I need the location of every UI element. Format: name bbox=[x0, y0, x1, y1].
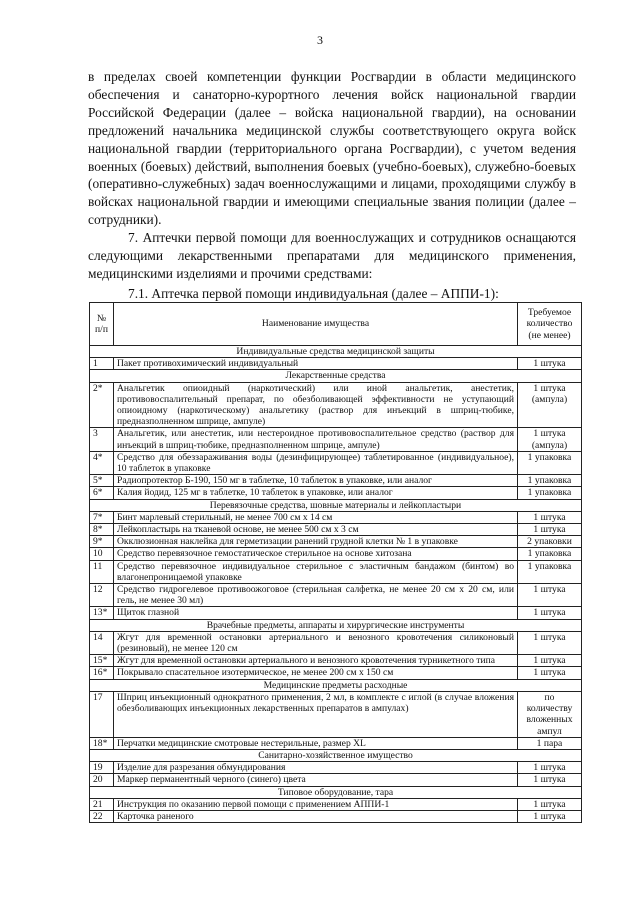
table-row bbox=[90, 798, 582, 810]
item-number: 15* bbox=[90, 655, 114, 667]
item-number: 9* bbox=[90, 536, 114, 548]
section-row bbox=[90, 346, 582, 358]
item-number: 6* bbox=[90, 487, 114, 499]
table-row bbox=[90, 655, 582, 667]
table-row bbox=[90, 810, 582, 822]
item-name: Бинт марлевый стерильный, не менее 700 см х 14 см bbox=[114, 511, 518, 523]
item-number: 14 bbox=[90, 631, 114, 654]
item-quantity: 1 штука bbox=[518, 358, 582, 370]
section-row bbox=[90, 370, 582, 382]
table-row bbox=[90, 560, 582, 583]
item-number: 2* bbox=[90, 382, 114, 428]
table-row bbox=[90, 475, 582, 487]
item-number: 7* bbox=[90, 511, 114, 523]
item-quantity: 1 штука (ампула) bbox=[518, 382, 582, 428]
item-quantity: 1 штука bbox=[518, 774, 582, 786]
item-name: Карточка раненого bbox=[114, 810, 518, 822]
section-row bbox=[90, 499, 582, 511]
item-number: 11 bbox=[90, 560, 114, 583]
item-quantity: 1 штука bbox=[518, 667, 582, 679]
item-number: 4* bbox=[90, 451, 114, 474]
table-row bbox=[90, 536, 582, 548]
table-row bbox=[90, 667, 582, 679]
item-name: Жгут для временной остановки артериального и венозного кровотечения силиконовый (резиновый), не менее 120 см bbox=[114, 631, 518, 654]
item-quantity: 1 упаковка bbox=[518, 548, 582, 560]
item-quantity: 1 штука bbox=[518, 655, 582, 667]
item-number: 5* bbox=[90, 475, 114, 487]
item-name: Покрывало спасательное изотермическое, не менее 200 см х 150 см bbox=[114, 667, 518, 679]
section-title: Врачебные предметы, аппараты и хирургические инструменты bbox=[90, 619, 582, 631]
section-title: Медицинские предметы расходные bbox=[90, 679, 582, 691]
item-quantity: 1 пара bbox=[518, 737, 582, 749]
item-name: Щиток глазной bbox=[114, 607, 518, 619]
item-quantity: 1 штука bbox=[518, 524, 582, 536]
paragraph-continuation: в пределах своей компетенции функции Росгвардии в области медицинского обеспечения и санаторно-курортного лечения войск национальной гвардии Российской Федерации (далее – войска национальной гвардии), на основании предложений начальника медицинской службы соответствующего округа войск национальной гвардии (территориального органа Росгвардии), с учетом ведения военных (боевых) действий, выполнения боевых (учебно-боевых), служебно-боевых (оперативно-служебных) задач военнослужащими и лицами, проходящими службу в войсках национальной гвардии и имеющими специальные звания полиции (далее – сотрудники). bbox=[88, 69, 576, 228]
item-quantity: 1 штука bbox=[518, 607, 582, 619]
item-name: Анальгетик опиоидный (наркотический) или иной анальгетик, анестетик, противовоспалительный препарат, по обезболивающей эффективности не уступающий опиоидному (наркотическому) анальгетику (раствор для инъекций в шприц-тюбике, предназполненном шприце, ампуле) bbox=[114, 382, 518, 428]
table-row bbox=[90, 607, 582, 619]
table-row bbox=[90, 631, 582, 654]
item-number: 1 bbox=[90, 358, 114, 370]
section-row bbox=[90, 619, 582, 631]
item-quantity: 1 штука bbox=[518, 631, 582, 654]
header-qty: Требуемое количество (не менее) bbox=[518, 303, 582, 346]
section-title: Индивидуальные средства медицинской защиты bbox=[90, 346, 582, 358]
table-row bbox=[90, 487, 582, 499]
table-row bbox=[90, 382, 582, 428]
item-quantity: 1 упаковка bbox=[518, 451, 582, 474]
table-row bbox=[90, 774, 582, 786]
table-row bbox=[90, 524, 582, 536]
item-number: 3 bbox=[90, 428, 114, 451]
section-title: Лекарственные средства bbox=[90, 370, 582, 382]
item-number: 12 bbox=[90, 584, 114, 607]
item-quantity: 1 штука bbox=[518, 511, 582, 523]
item-number: 22 bbox=[90, 810, 114, 822]
header-num: № п/п bbox=[90, 303, 114, 346]
item-quantity: 2 упаковки bbox=[518, 536, 582, 548]
item-name: Пакет противохимический индивидуальный bbox=[114, 358, 518, 370]
table-row bbox=[90, 428, 582, 451]
table-body bbox=[90, 346, 582, 823]
item-number: 18* bbox=[90, 737, 114, 749]
table-header-row bbox=[90, 303, 582, 346]
table-row bbox=[90, 737, 582, 749]
item-name: Жгут для временной остановки артериального и венозного кровотечения турникетного типа bbox=[114, 655, 518, 667]
item-quantity: 1 штука bbox=[518, 798, 582, 810]
item-number: 16* bbox=[90, 667, 114, 679]
item-quantity: 1 упаковка bbox=[518, 475, 582, 487]
section-title: Санитарно-хозяйственное имущество bbox=[90, 749, 582, 761]
item-name: Изделие для разрезания обмундирования bbox=[114, 762, 518, 774]
item-name: Средство для обеззараживания воды (дезинфицирующее) таблетированное (индивидуальное), 10 таблеток в упаковке bbox=[114, 451, 518, 474]
section-row bbox=[90, 749, 582, 761]
item-number: 8* bbox=[90, 524, 114, 536]
item-quantity: 1 штука bbox=[518, 762, 582, 774]
item-number: 10 bbox=[90, 548, 114, 560]
header-name: Наименование имущества bbox=[114, 303, 518, 346]
section-title: Типовое оборудование, тара bbox=[90, 786, 582, 798]
equipment-table bbox=[89, 302, 582, 823]
paragraph-item-7-1: 7.1. Аптечка первой помощи индивидуальная (далее – АППИ-1): bbox=[128, 285, 499, 301]
item-name: Средство гидрогелевое противоожоговое (стерильная салфетка, не менее 20 см х 20 см, или гель, не менее 30 мл) bbox=[114, 584, 518, 607]
table-row bbox=[90, 762, 582, 774]
item-name: Радиопротектор Б-190, 150 мг в таблетке, 10 таблеток в упаковке, или аналог bbox=[114, 475, 518, 487]
item-name: Анальгетик, или анестетик, или нестероидное противовоспалительное средство (раствор для инъекций в шприц-тюбике, предназполненном шприце, ампуле) bbox=[114, 428, 518, 451]
body-text bbox=[88, 68, 576, 303]
item-quantity: 1 штука bbox=[518, 584, 582, 607]
item-name: Средство перевязочное гемостатическое стерильное на основе хитозана bbox=[114, 548, 518, 560]
item-number: 19 bbox=[90, 762, 114, 774]
section-title: Перевязочные средства, шовные материалы и лейкопластыри bbox=[90, 499, 582, 511]
item-name: Шприц инъекционный однократного применения, 2 мл, в комплекте с иглой (в случае вложения обезболивающих инъекционных лекарственных препаратов в ампулах) bbox=[114, 691, 518, 737]
item-name: Лейкопластырь на тканевой основе, не менее 500 см х 3 см bbox=[114, 524, 518, 536]
section-row bbox=[90, 786, 582, 798]
section-row bbox=[90, 679, 582, 691]
table-row bbox=[90, 584, 582, 607]
item-quantity: 1 штука (ампула) bbox=[518, 428, 582, 451]
item-name: Перчатки медицинские смотровые нестерильные, размер XL bbox=[114, 737, 518, 749]
item-number: 21 bbox=[90, 798, 114, 810]
paragraph-item-7: 7. Аптечки первой помощи для военнослужащих и сотрудников оснащаются следующими лекарственными препаратами для медицинского применения, медицинскими изделиями и прочими средствами: bbox=[88, 230, 576, 281]
table-row bbox=[90, 548, 582, 560]
item-quantity: 1 упаковка bbox=[518, 560, 582, 583]
table-row bbox=[90, 358, 582, 370]
item-quantity: по количеству вложенных ампул bbox=[518, 691, 582, 737]
item-name: Калия йодид, 125 мг в таблетке, 10 таблеток в упаковке, или аналог bbox=[114, 487, 518, 499]
item-name: Инструкция по оказанию первой помощи с применением АППИ-1 bbox=[114, 798, 518, 810]
item-number: 20 bbox=[90, 774, 114, 786]
item-number: 17 bbox=[90, 691, 114, 737]
item-number: 13* bbox=[90, 607, 114, 619]
page-number: 3 bbox=[317, 33, 323, 47]
item-name: Окклюзионная наклейка для герметизации ранений грудной клетки № 1 в упаковке bbox=[114, 536, 518, 548]
item-quantity: 1 штука bbox=[518, 810, 582, 822]
item-name: Маркер перманентный черного (синего) цвета bbox=[114, 774, 518, 786]
table-row bbox=[90, 691, 582, 737]
table-row bbox=[90, 451, 582, 474]
item-quantity: 1 упаковка bbox=[518, 487, 582, 499]
table-row bbox=[90, 511, 582, 523]
item-name: Средство перевязочное индивидуальное стерильное с эластичным бандажом (бинтом) во влагонепроницаемой упаковке bbox=[114, 560, 518, 583]
